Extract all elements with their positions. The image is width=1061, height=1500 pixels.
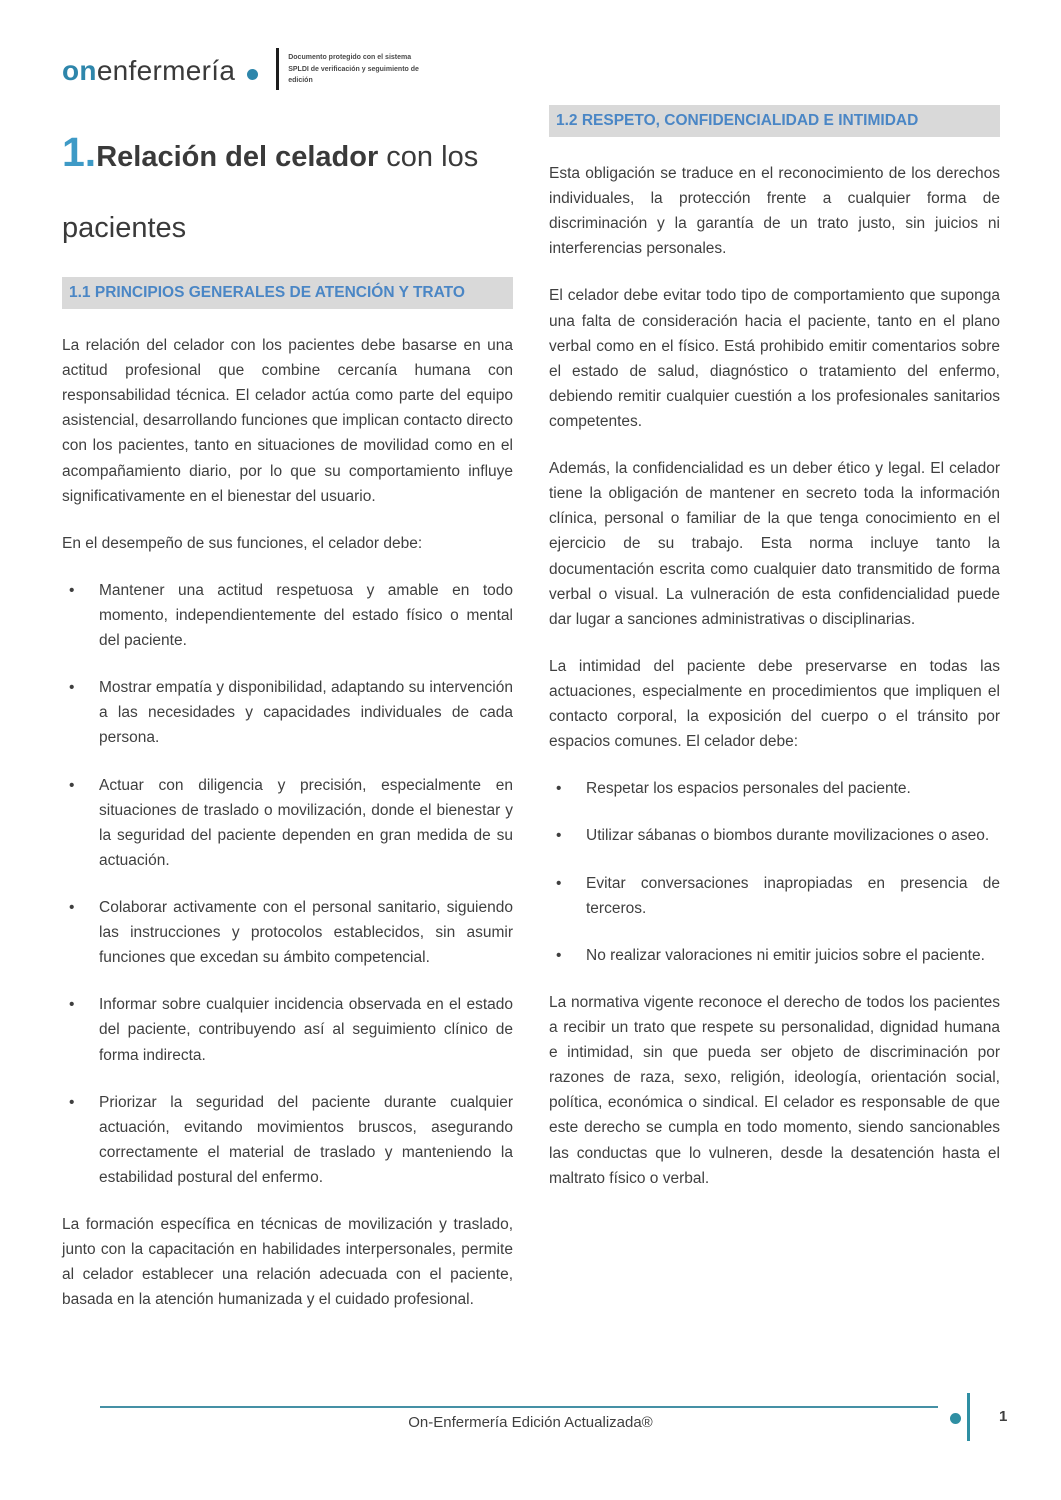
section-heading-1-2: 1.2 RESPETO, CONFIDENCIALIDAD E INTIMIDAD xyxy=(549,105,1000,137)
paragraph: La intimidad del paciente debe preservarse en todas las actuaciones, especialmente en procedimientos que impliquen el contacto corporal, la exposición del cuerpo o el tránsito por espacios comunes. El celador debe: xyxy=(549,657,1000,751)
content-columns xyxy=(62,105,1000,1335)
list-item: • Respetar los espacios personales del paciente. xyxy=(549,776,1000,801)
list-item: • Colaborar activamente con el personal sanitario, siguiendo las instrucciones y protocolos establecidos, sin asumir funciones que excedan su ámbito competencial. xyxy=(62,895,513,970)
left-column xyxy=(62,105,513,1335)
paragraph: Además, la confidencialidad es un deber ético y legal. El celador tiene la obligación de mantener en secreto toda la información clínica, personal o familiar de la que tenga conocimiento en el ejercicio de su trabajo. Esta norma incluye tanto la documentación escrita como cualquier dato transmitido de forma verbal o visual. La vulneración de esta confidencialidad puede dar lugar a sanciones administrativas o disciplinarias. xyxy=(549,460,1000,628)
logo-tagline-line3: edición xyxy=(288,77,313,85)
duties-bullet-list xyxy=(62,578,513,1190)
footer-bar xyxy=(967,1393,970,1441)
chapter-title xyxy=(62,107,513,261)
brand-wordmark xyxy=(62,57,235,85)
list-item: • No realizar valoraciones ni emitir juicios sobre el paciente. xyxy=(549,943,1000,968)
paragraph: El celador debe evitar todo tipo de comportamiento que suponga una falta de consideración hacia el paciente, tanto en el plano verbal como en el físico. Está prohibido emitir comentarios sobre el estado de salud, diagnóstico o tratamiento del enfermo, debiendo remitir cualquier cuestión a los profesionales sanitarios competentes. xyxy=(549,287,1000,430)
chapter-title-bold: Relación del celador xyxy=(96,141,379,173)
right-column xyxy=(549,105,1000,1335)
list-item: • Priorizar la seguridad del paciente durante cualquier actuación, evitando movimientos bruscos, asegurando correctamente el material de traslado y manteniendo la estabilidad postural del enfermo. xyxy=(62,1090,513,1190)
brand-rest-text: enfermería xyxy=(96,55,236,86)
list-item: • Mostrar empatía y disponibilidad, adaptando su intervención a las necesidades y capacidades individuales de cada persona. xyxy=(62,675,513,750)
logo-tagline-line2: SPLDI de verificación y seguimiento de xyxy=(288,65,419,73)
list-item: • Mantener una actitud respetuosa y amable en todo momento, independientemente del estado físico o mental del paciente. xyxy=(62,578,513,653)
paragraph: En el desempeño de sus funciones, el celador debe: xyxy=(62,534,423,552)
logo-tagline-line1: Documento protegido con el sistema xyxy=(288,53,412,61)
chapter-title-regular: con los pacientes xyxy=(62,141,479,245)
brand-dot-icon xyxy=(247,69,258,80)
list-item: • Utilizar sábanas o biombos durante movilizaciones o aseo. xyxy=(549,823,1000,848)
paragraph: La formación específica en técnicas de movilización y traslado, junto con la capacitación en habilidades interpersonales, permite al celador establecer una relación adecuada con el paciente, basada en la atención humanizada y el cuidado profesional. xyxy=(62,1216,513,1309)
brand-logo xyxy=(62,52,419,90)
list-item: • Actuar con diligencia y precisión, especialmente en situaciones de traslado o movilización, donde el bienestar y la seguridad del paciente dependen en gran medida de su actuación. xyxy=(62,773,513,873)
list-item: • Evitar conversaciones inapropiadas en presencia de terceros. xyxy=(549,871,1000,921)
footer-text: On-Enfermería Edición Actualizada® xyxy=(408,1414,653,1431)
list-item: • Informar sobre cualquier incidencia observada en el estado del paciente, contribuyendo así al seguimiento clínico de forma indirecta. xyxy=(62,992,513,1067)
paragraph: La relación del celador con los pacientes debe basarse en una actitud profesional que combine cercanía humana con responsabilidad técnica. El celador actúa como parte del equipo asistencial, desarrollando funciones que implican contacto directo con los pacientes, tanto en situaciones de movilidad como en el acompañamiento diario, por lo que su comportamiento influye significativamente en el bienestar del usuario. xyxy=(62,337,513,505)
page-number: 1 xyxy=(999,1408,1008,1425)
section-heading-1-1: 1.1 PRINCIPIOS GENERALES DE ATENCIÓN Y TRATO xyxy=(62,277,513,309)
paragraph: La normativa vigente reconoce el derecho de todos los pacientes a recibir un trato que respete su personalidad, dignidad humana e intimidad, sin que pueda ser objeto de discriminación por razones de raza, sexo, religión, ideología, orientación social, política, económica o sindical. El celador es responsable de que este derecho se cumpla en todo momento, siendo sancionables las conductas que lo vulneren, desde la desatención hasta el maltrato físico o verbal. xyxy=(549,993,1000,1187)
chapter-number: 1. xyxy=(62,129,97,175)
paragraph: Esta obligación se traduce en el reconocimiento de los derechos individuales, la protección frente a cualquier forma de discriminación y la garantía de un trato justo, sin juicios ni interferencias personales. xyxy=(549,165,1000,258)
footer-dot-icon xyxy=(950,1413,961,1424)
logo-divider xyxy=(276,48,279,90)
brand-on-text: on xyxy=(62,55,97,86)
page-header xyxy=(62,52,419,90)
logo-tagline xyxy=(288,52,419,88)
privacy-bullet-list xyxy=(549,776,1000,968)
footer-rule xyxy=(100,1406,938,1408)
